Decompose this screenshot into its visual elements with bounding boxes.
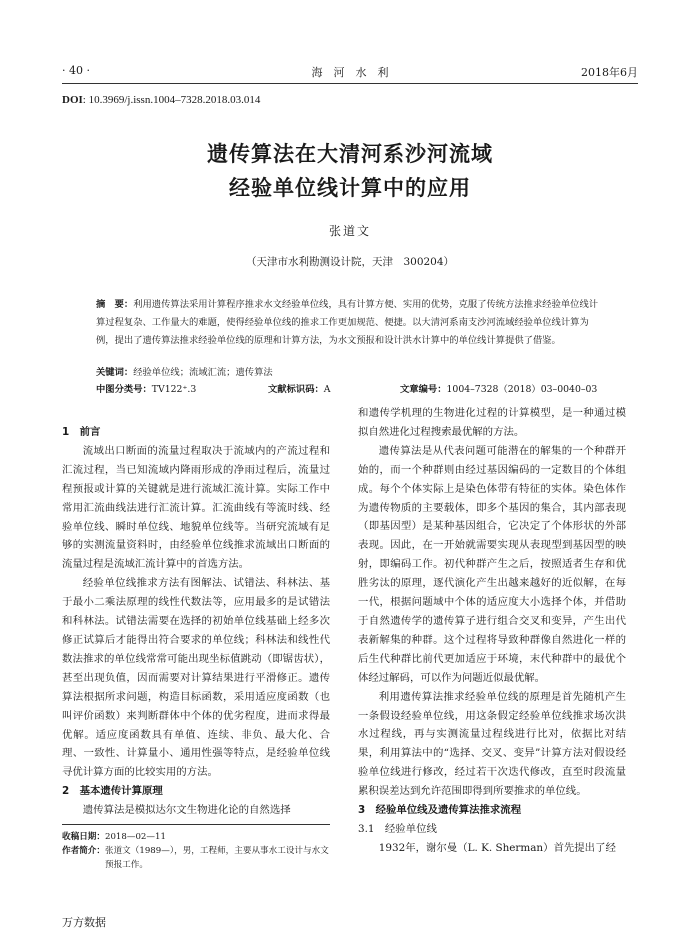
paragraph: 利用遗传算法推求经验单位线的原理是首先随机产生一条假设经验单位线，用这条假定经验单位线推求场次洪水过程线，再与实测流量过程线进行比对，依据比对结果，利用算法中的“选择、交叉、变异”计算方法对假设经验单位线进行修改，经过若干次迭代修改，直至时段流量累积误差达到允许范围即得到所要推求的单位线。	[358, 690, 626, 798]
section-2-heading: 2 基本遗传计算原理	[62, 785, 163, 798]
doi-value: : 10.3969/j.issn.1004–7328.2018.03.014	[82, 94, 261, 106]
article-number-value: 1004–7328（2018）03–0040–03	[446, 384, 598, 395]
title-line-1: 遗传算法在大清河系沙河流域	[207, 142, 493, 166]
paragraph: 和遗传学机理的生物进化过程的计算模型，是一种通过模拟自然进化过程搜索最优解的方法。	[358, 407, 626, 438]
author-bio-value: 张道文（1989—），男，工程师，主要从事水工设计与水文预报工作。	[104, 846, 329, 870]
section-3-1-heading: 3.1 经验单位线	[358, 822, 437, 835]
author-bio	[62, 844, 337, 872]
document-code	[268, 381, 331, 395]
keywords-label: 关键词：	[96, 367, 134, 378]
keywords-text: 经验单位线；流域汇流；遗传算法	[133, 367, 273, 378]
author-name: 张道文	[328, 224, 371, 238]
doc-code-value: A	[323, 384, 331, 395]
paragraph: 遗传算法是从代表问题可能潜在的解集的一个种群开始的，而一个种群则由经过基因编码的一定数目的个体组成。每个个体实际上是染色体带有特征的实体。染色体作为遗传物质的主要载体，即多个基因的集合，其内部表现（即基因型）是某种基因组合，它决定了个体形状的外部表现。因此，在一开始就需要实现从表现型到基因型的映射，即编码工作。初代种群产生之后，按照适者生存和优胜劣汰的原理，逐代演化产生出越来越好的近似解，在每一代，根据问题域中个体的适应度大小选择个体，并借助于自然遗传学的遗传算子进行组合交叉和变异，产生出代表新解集的种群。这个过程将导致种群像自然进化一样的后生代种群比前代更加适应于环境，末代种群中的最优个体经过解码，可以作为问题近似最优解。	[358, 444, 626, 684]
clc-number	[96, 381, 196, 395]
author-bio-label: 作者简介：	[62, 846, 105, 856]
doi-label: DOI	[62, 94, 83, 106]
header-rule	[62, 83, 638, 84]
affiliation: （天津市水利勘测设计院，天津 300204）	[245, 256, 455, 268]
abstract	[96, 296, 606, 350]
abstract-text: 利用遗传算法采用计算程序推求水文经验单位线，具有计算方便、实用的优势，克服了传统方法推求经验单位线计算过程复杂、工作量大的难题，使得经验单位线的推求工作更加规范、便捷。以大清河系南支沙河流域经验单位线计算为例，提出了遗传算法推求经验单位线的原理和计算方法，为水文预报和设计洪水计算中的单位线计算提供了借鉴。	[96, 299, 599, 346]
wanfang-watermark: 万方数据	[62, 916, 106, 929]
clc-label: 中图分类号：	[96, 384, 152, 395]
page-number: · 40 ·	[62, 64, 90, 77]
footnote-rule	[62, 824, 330, 825]
footnote	[62, 830, 337, 872]
doc-code-label: 文献标识码：	[268, 384, 324, 395]
issue-date: 2018年6月	[581, 66, 638, 79]
received-value: 2018—02—11	[104, 832, 166, 842]
section-1-heading: 1 前言	[62, 426, 101, 438]
right-column	[358, 404, 626, 858]
article-number-label: 文章编号：	[400, 384, 447, 395]
clc-value: TV122⁺.3	[151, 384, 197, 395]
doi-line	[62, 94, 260, 106]
paragraph: 流域出口断面的流量过程取决于流域内的产流过程和汇流过程，当已知流域内降雨形成的净雨过程后，流量过程预报或计算的关键就是进行流域汇流计算。实际工作中常用汇流曲线法进行汇流计算。汇流曲线有等流时线、经验单位线、瞬时单位线、地貌单位线等。当研究流域有足够的实测流量资料时，由经验单位线推求流域出口断面的流量过程是流域汇流计算中的首选方法。	[62, 444, 330, 571]
paragraph: 1932年，谢尔曼（L. K. Sherman）首先提出了经	[378, 841, 616, 854]
left-column	[62, 423, 330, 820]
section-3-heading: 3 经验单位线及遗传算法推求流程	[358, 804, 522, 817]
article-number	[400, 381, 597, 395]
received-label: 收稿日期：	[62, 832, 105, 842]
journal-name: 海 河 水 利	[311, 66, 389, 79]
paragraph: 遗传算法是模拟达尔文生物进化论的自然选择	[82, 804, 291, 817]
abstract-label: 摘 要：	[96, 299, 134, 310]
keywords	[96, 364, 273, 378]
received-date	[62, 830, 337, 844]
title-line-2: 经验单位线计算中的应用	[229, 176, 471, 200]
paragraph: 经验单位线推求方法有图解法、试错法、科林法、基于最小二乘法原理的线性代数法等，应用最多的是试错法和科林法。试错法需要在选择的初始单位线基础上经多次修正试算后才能得出符合要求的单位线；科林法和线性代数法推求的单位线常常可能出现坐标值跳动（即锯齿状），甚至出现负值，因而需要对计算结果进行平滑修正。遗传算法根据所求问题，构造目标函数，采用适应度函数（也叫评价函数）来判断群体中个体的优劣程度，进而求得最优解。适应度函数具有单值、连续、非负、最大化、合理、一致性、计算量小、通用性强等特点，是经验单位线寻优计算方面的比较实用的方法。	[62, 577, 330, 779]
